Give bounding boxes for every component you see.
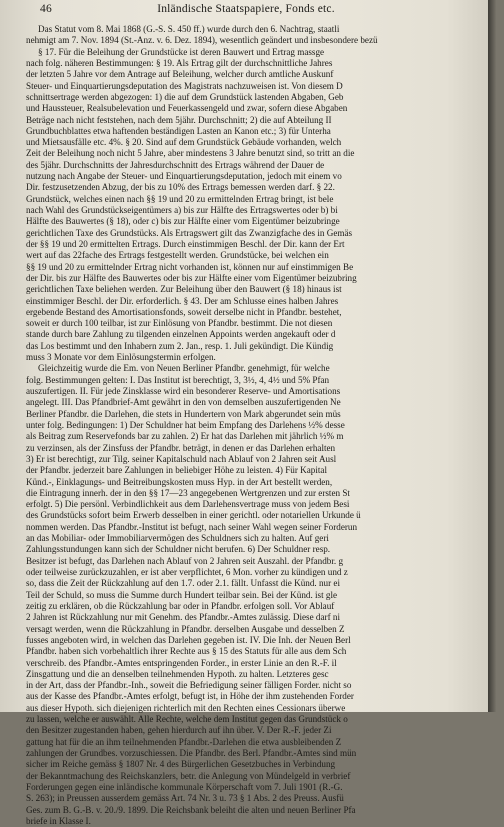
- text-line: §§ 19 und 20 zu ermittelnder Ertrag nicht vorhanden ist, können nur auf einstimmigen Be: [26, 261, 354, 272]
- text-line: S. 263); in Preussen ausserdem gemäss Art. 74 Nr. 3 u. 73 § 1 Abs. 2 des Preuss. Ausfü: [26, 793, 344, 804]
- text-line: angelegt. III. Das Pfandbrief-Amt gewährt in den von demselben auszufertigenden Ne: [26, 397, 341, 408]
- text-line: nach Wahl des Grundstückseigentümers a) bis zur Hälfte des Ertragswertes oder b) bi: [26, 205, 338, 215]
- text-line: der Pfandbr. jederzeit bare Zahlungen in beliebiger Höhe zu leisten. 4) Für Kapital: [26, 465, 328, 476]
- text-line: als Beitrag zum Reservefonds bar zu zahlen. 2) Er hat das Darlehen mit jährlich ½% m: [26, 431, 344, 442]
- text-line: des 5jähr. Durchschnitts der Jahresdurchschnitt des Ertrags während der Dauer de: [26, 159, 325, 170]
- text-line: unter folg. Bedingungen: 1) Der Schuldner hat beim Empfang des Darlehens ½% desse: [26, 419, 345, 430]
- text-line: Gleichzeitig wurde die Em. von Neuen Berliner Pfandbr. genehmigt, für welche: [38, 363, 330, 374]
- text-line: 2 Jahren ist Rückzahlung nur mit Genehm. des Pfandbr.-Amtes zulässig. Diese darf ni: [26, 612, 340, 623]
- text-line: Dir. festzusetzenden Abzug, der bis zu 10% des Ertrags bemessen werden darf. § 22.: [26, 182, 335, 193]
- text-line: nach folg. näheren Bestimmungen: § 19. Als Ertrag gilt der durchschnittliche Jahres: [26, 57, 333, 68]
- text-line: soweit er durch 100 teilbar, ist zur Einlösung von Pfandbr. bestimmt. Die not diesen: [26, 318, 333, 329]
- text-line: aus der Kasse des Pfandbr.-Amtes erfolgt, befugt ist, in Höhe der ihm zustehenden Forder: [26, 691, 354, 702]
- text-line: einstimmiger Beschl. der Dir. erforderlich. § 43. Der am Schlusse eines halben Jahres: [26, 295, 339, 306]
- text-line: zu lassen, welche er auswählt. Alle Rechte, welche dem Institut gegen das Grundstück o: [26, 714, 348, 725]
- text-line: aus dieser Hypoth. sich diejenigen richterlich mit den Rechten eines Cessionars überwe: [26, 702, 346, 713]
- text-line: Pfandbr. haben sich vorbehaltlich ihrer Rechte aus § 15 des Statuts für alle aus dem Sch: [26, 646, 347, 657]
- text-line: stande durch bare Zahlung zu tilgenden einzelnen Appoints werden angekauft oder d: [26, 329, 336, 340]
- text-line: ergebende Bestand des Amortisationsfonds, soweit derselbe nicht in Pfandbr. bestehet,: [26, 306, 342, 317]
- text-line: Steuer- und Einquartierungsdeputation des Magistrats nachzuweisen ist. Von diesem D: [26, 80, 343, 91]
- text-line: so, dass die Zeit der Rückzahlung auf den 1.7. oder 2.1. fällt. Unfasst die Künd. nur ei: [26, 578, 340, 589]
- text-line: verschreib. des Pfandbr.-Amtes entspringenden Forder., in erster Linie an den R.-F. il: [26, 657, 337, 668]
- text-line: erfolgt. 5) Die persönl. Verbindlichkeit aus dem Darlehensvertrage muss von jedem Besi: [26, 499, 350, 510]
- text-line: nehmigt am 7. Nov. 1894 (St.-Anz. v. 6. Dez. 1894), wesentlich geändert und insbesondere bezü: [26, 35, 378, 46]
- text-line: der Dir. bis zur Hälfte des Bauwertes oder bis zur Hälfte einer vom Eigentümer beizubring: [26, 272, 357, 283]
- text-line: sicher im Reiche gemäss § 1807 Nr. 4 des Bürgerlichen Gesetzbuches in Verbindung: [26, 759, 336, 770]
- text-line: der §§ 19 und 20 ermittelten Ertrags. Durch einstimmigen Beschl. der Dir. kann der Ert: [26, 238, 345, 249]
- text-line: versagt werden, wenn die Rückzahlung in Pfandbr. derselben Ausgabe und desselben Z: [26, 623, 345, 634]
- text-line: 3) Er ist berechtigt, zur Tilg. seiner Kapitalschuld nach Ablauf von 2 Jahren seit Ausl: [26, 453, 337, 464]
- text-line: Besitzer ist befugt, das Darlehen nach Ablauf von 2 Jahren seit Auszahl. der Pfandbr. g: [26, 555, 344, 566]
- text-line: Hälfte des Bauwertes (§ 18), oder c) bis zur Hälfte einer vom Eigentümer beizubringe: [26, 216, 340, 227]
- text-line: Berliner Pfandbr. die Darlehen, die stets in Hundertern von Mark abgerundet sein müs: [26, 408, 341, 419]
- text-line: Forderungen gegen eine inländische kommunale Körperschaft vom 7. Juli 1901 (R.-G.: [26, 781, 343, 792]
- text-line: schnittsertrage werden abgezogen: 1) die auf dem Grundstück lastenden Abgaben, Geb: [26, 91, 344, 102]
- text-line: Zahlungsstundungen kann sich der Schuldner nicht berufen. 6) Der Schuldner resp.: [26, 544, 331, 555]
- text-line: des Grundstücks sofort beim Erwerb desselben in einer gerichtl. oder notariellen Urkunde ü: [26, 510, 361, 521]
- text-line: der letzten 5 Jahre vor dem Antrage auf Beleihung, welcher durch amtliche Auskunf: [26, 69, 334, 80]
- running-head: Inländische Staatspapiere, Fonds etc.: [157, 3, 335, 15]
- text-line: muss 3 Monate vor dem Einlösungstermin erfolgen.: [26, 352, 216, 363]
- text-line: Ges. zum B. G.-B. v. 20./9. 1899. Die Reichsbank beleiht die alten und neuen Berliner Pfa: [26, 804, 356, 815]
- text-line: folg. Bestimmungen gelten: I. Das Institut ist berechtigt, 3, 3½, 4, 4½ und 5% Pfan: [26, 374, 330, 385]
- text-line: fusses angeboten wird, in welchen das Darlehen gegeben ist. IV. Die Inh. der Neuen Berl: [26, 634, 351, 645]
- text-line: gattung hat für die an ihm teilnehmenden Pfandbr.-Darlehen die etwa ausbleibenden Z: [26, 736, 342, 747]
- text-line: Grundstück, welches einen nach §§ 19 und 20 zu ermittelnden Ertrag bringt, ist bele: [26, 193, 334, 204]
- text-line: an das Mobiliar- oder Immobiliarvermögen des Schuldners sich zu halten. Auf geri: [26, 533, 329, 544]
- text-line: § 17. Für die Beleihung der Grundstücke ist deren Bauwert und Ertrag massge: [38, 46, 325, 57]
- text-line: das Los bestimmt und den Inhabern zum 2. Jan., resp. 1. Juli gekündigt. Die Kündig: [26, 340, 334, 351]
- page-header: [22, 3, 470, 19]
- text-line: in der Art, dass der Pfandbr.-Inh., soweit die Befriedigung seiner fälligen Forder. nicht so: [26, 680, 352, 691]
- text-line: und Mietsausfälle etc. 4%. § 20. Sind auf dem Grundstück Gebäude vorhanden, welch: [26, 137, 342, 148]
- text-line: Künd.-, Einklagungs- und Beitreibungskosten muss Hyp. in der Art bestellt werden,: [26, 476, 333, 487]
- text-line: Zeit der Beleihung noch nicht 5 Jahre, aber mindestens 3 Jahre benutzt sind, so tritt an die: [26, 148, 355, 159]
- text-line: briefe in Klasse I.: [26, 815, 91, 826]
- text-line: zu verzinsen, als der Zinsfuss der Pfandbr. beträgt, in denen er das Darlehen erhalten: [26, 442, 336, 453]
- text-line: auszufertigen. II. Für jede Zinsklasse wird ein besonderer Reserve- und Amortisations: [26, 386, 341, 396]
- text-line: die Eintragung innerh. der in den §§ 17—23 angegebenen Wertgrenzen und zur ersten St: [26, 487, 350, 498]
- text-line: den Besitzer zugestanden haben, gehen hierdurch auf ihn über. V. Der R.-F. jeder Zi: [26, 725, 332, 736]
- text-line: Teil der Schuld, so muss die Summe durch Hundert teilbar sein. Bei der Künd. ist gle: [26, 589, 338, 600]
- text-line: Zinsgattung und die an denselben teilnehmenden Hypoth. zu halten. Letzteres gesc: [26, 668, 329, 679]
- text-line: oder teilweise zurückzuzahlen, er ist aber verpflichtet, 6 Mon. vorher zu kündigen und z: [26, 567, 348, 577]
- text-line: und Haussteuer, Realsubelevation und Feuerkassengeld und zwar, sofern diese Abgaben: [26, 103, 348, 114]
- text-line: gerichtlichen Taxe des Grundstücks. Als Ertragswert gilt das Zwanzigfache des in Gemäs: [26, 227, 353, 238]
- text-line: nutzung nach Angabe der Steuer- und Einquartierungsdeputation, jedoch mit einem vo: [26, 171, 342, 182]
- text-line: zahlungen der Grundbes. vorzuschiessen. Die Pfandbr. des Berl. Pfandbr.-Amtes sind mün: [26, 748, 357, 758]
- text-line: nommen werden. Das Pfandbr.-Institut ist befugt, nach seiner Wahl wegen seiner Forderun: [26, 521, 358, 532]
- text-line: gerichtlichen Taxe beliehen werden. Zur Beleihung über den Bauwert (§ 18) hinaus ist: [26, 284, 342, 295]
- text-line: wert auf das 22fache des Ertrags festgestellt werden. Grundstücke, bei welchen ein: [26, 250, 329, 261]
- page-number: 46: [40, 3, 52, 15]
- body-text: [26, 24, 482, 827]
- text-line: zeitig zu erklären, ob die Rückzahlung bar oder in Pfandbr. erfolgen soll. Vor Ablauf: [26, 600, 335, 611]
- text-line: der Bekanntmachung des Reichskanzlers, betr. die Anlegung von Mündelgeld in verbrief: [26, 770, 351, 781]
- text-line: Beträge nach nicht feststehen, nach dem 5jähr. Durchschnitt; 2) die auf Abteilung II: [26, 114, 332, 125]
- text-line: Das Statut vom 8. Mai 1868 (G.-S. S. 450 ff.) wurde durch den 6. Nachtrag, staatli: [38, 24, 340, 34]
- text-line: Grundbuchblattes etwa haftenden beständigen Lasten an Kanon etc.; 3) für Unterha: [26, 125, 331, 136]
- page-gutter-shadow: [488, 0, 496, 712]
